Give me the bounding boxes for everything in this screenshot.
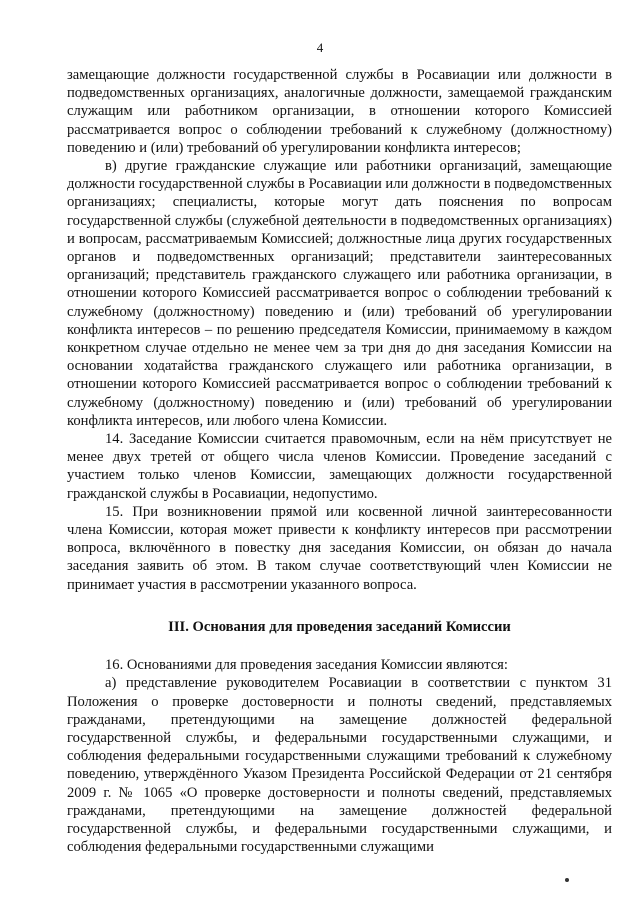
paragraph-16: 16. Основаниями для проведения заседания Комиссии являются:: [105, 657, 508, 674]
page-number: 4: [316, 40, 324, 55]
paragraph-15: 15. При возникновении прямой или косвенной личной заинтересованности члена Комиссии, которая может привести к конфликту интересов при рассмотрении вопроса, включённого в повестку дня заседания Комиссии, он обязан до начала заседания заявить об этом. В таком случае соответствующий член Комиссии не принимает участия в рассмотрении указанного вопроса.: [67, 503, 612, 593]
paragraph-14: 14. Заседание Комиссии считается правомочным, если на нём присутствует не менее двух третей от общего числа членов Комиссии. Проведение заседаний с участием только членов Комиссии, замещающих должности государственной гражданской службы в Росавиации, недопустимо.: [67, 431, 612, 502]
section-heading: III. Основания для проведения заседаний Комиссии: [168, 618, 511, 635]
document-body: [67, 66, 612, 856]
paragraph-13v: в) другие гражданские служащие или работники организаций, замещающие должности государственной службы в Росавиации или должности в подведомственных организациях; специалисты, которые могут дать пояснения по вопросам государственной службы (служебной деятельности в подведомственных организациях) и вопросам, рассматриваемым Комиссией; должностные лица других государственных органов и подведомственных организаций; представители заинтересованных организаций; представитель гражданского служащего или работника организации, в отношении которого Комиссией рассматривается вопрос о соблюдении требований к служебному (должностному) поведению и (или) требований об урегулировании конфликта интересов – по решению председателя Комиссии, принимаемому в каждом конкретном случае отдельно не менее чем за три дня до дня заседания Комиссии на основании ходатайства гражданского служащего или работника организации, в отношении которого Комиссией рассматривается вопрос о соблюдении требований к служебному (должностному) поведению и (или) требований об урегулировании конфликта интересов, или любого члена Комиссии.: [67, 158, 612, 429]
paragraph-16a: а) представление руководителем Росавиации в соответствии с пунктом 31 Положения о проверке достоверности и полноты сведений, представляемых гражданами, претендующими на замещение должностей федеральной государственной службы, и федеральными государственными служащими, и соблюдения федеральными государственными служащими требований к служебному поведению, утверждённого Указом Президента Российской Федерации от 21 сентября 2009 г. № 1065 «О проверке достоверности и полноты сведений, представляемых гражданами, претендующими на замещение должностей федеральной государственной службы, и федеральными государственными служащими, и соблюдения федеральными государственными служащими: [67, 675, 612, 856]
scan-mark: [565, 878, 569, 882]
paragraph-continuation: замещающие должности государственной службы в Росавиации или должности в подведомственных организациях, аналогичные должности, замещаемой гражданским служащим или работником организации, в отношении которого Комиссией рассматривается вопрос о соблюдении требований к служебному (должностному) поведению и (или) требований об урегулировании конфликта интересов;: [67, 67, 612, 156]
